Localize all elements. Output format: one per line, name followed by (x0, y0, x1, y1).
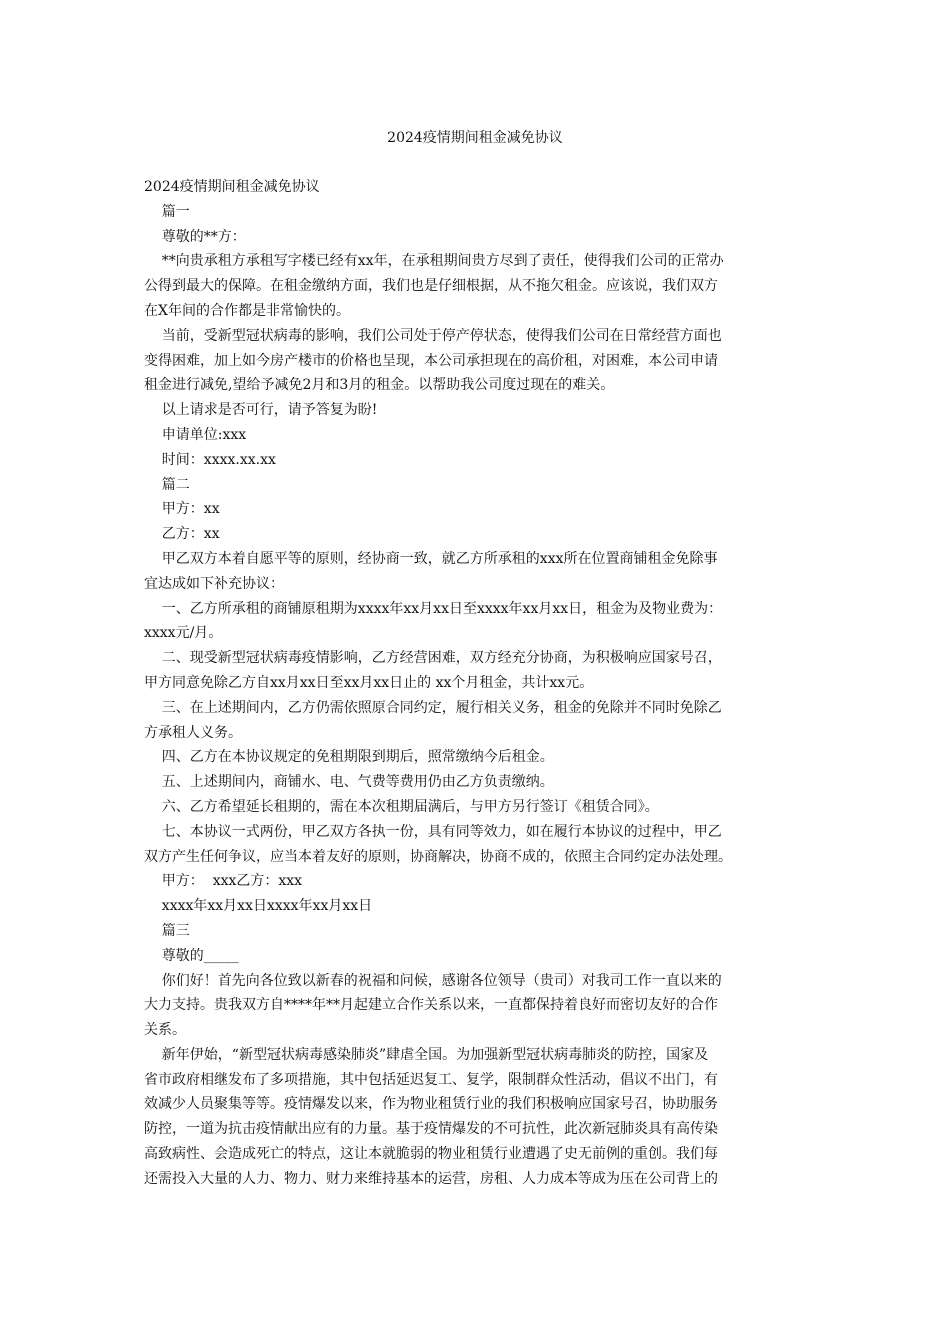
body-line: **向贵承租方承租写字楼已经有xx年，在承租期间贵方尽到了责任，使得我们公司的正常办 (144, 253, 724, 270)
body-line: 一、乙方所承租的商铺原租期为xxxx年xx月xx日至xxxx年xx月xx日，租金为及物业费为： (144, 600, 723, 617)
body-line: 尊敬的**方： (144, 228, 246, 245)
body-line: 篇二 (144, 476, 190, 493)
body-line: 新年伊始，“新型冠状病毒感染肺炎”肆虐全国。为加强新型冠状病毒肺炎的防控，国家及 (144, 1046, 709, 1063)
body-line: 高致病性、会造成死亡的特点，这让本就脆弱的物业租赁行业遭遇了史无前例的重创。我们每 (144, 1146, 718, 1163)
body-line: 时间：xxxx.xx.xx (144, 451, 276, 468)
body-line: 当前，受新型冠状病毒的影响，我们公司处于停产停状态，使得我们公司在日常经营方面也 (144, 327, 722, 344)
body-line: 变得困难，加上如今房产楼市的价格也呈现，本公司承担现在的高价租，对困难，本公司申请 (144, 352, 718, 369)
body-line: 甲方同意免除乙方自xx月xx日至xx月xx日止的 xx个月租金，共计xx元。 (144, 674, 594, 691)
body-line: 四、乙方在本协议规定的免租期限到期后，照常缴纳今后租金。 (144, 749, 554, 766)
body-line: 申请单位:xxx (144, 426, 247, 443)
body-line: 关系。 (144, 1022, 186, 1039)
body-line: 大力支持。贵我双方自****年**月起建立合作关系以来，一直都保持着良好而密切友好的合作 (144, 997, 718, 1014)
body-line: 还需投入大量的人力、物力、财力来维持基本的运营，房租、人力成本等成为压在公司背上的 (144, 1170, 718, 1187)
body-line: 甲乙双方本着自愿平等的原则，经协商一致，就乙方所承租的xxx所在位置商铺租金免除事 (144, 550, 718, 567)
body-line: 甲方： xxx乙方：xxx (144, 873, 303, 890)
body-line: 你们好！首先向各位致以新春的祝福和问候，感谢各位领导（贵司）对我司工作一直以来的 (144, 972, 722, 989)
body-line: 篇一 (144, 203, 190, 220)
body-line: 甲方：xx (144, 501, 220, 518)
body-line: 在X年间的合作都是非常愉快的。 (144, 302, 350, 319)
body-line: 防控，一道为抗击疫情献出应有的力量。基于疫情爆发的不可抗性，此次新冠肺炎具有高传染 (144, 1121, 718, 1138)
body-line: 五、上述期间内，商铺水、电、气费等费用仍由乙方负责缴纳。 (144, 774, 554, 791)
body-line: 省市政府相继发布了多项措施，其中包括延迟复工、复学，限制群众性活动，倡议不出门，有 (144, 1071, 718, 1088)
body-line: xxxx元/月。 (144, 625, 223, 642)
document-body (144, 175, 814, 1192)
body-line: 租金进行减免,望给予减免2月和3月的租金。以帮助我公司度过现在的难关。 (144, 377, 615, 394)
body-line: 六、乙方希望延长租期的，需在本次租期届满后，与甲方另行签订《租赁合同》。 (144, 798, 659, 815)
body-line: 篇三 (144, 922, 190, 939)
body-line: 宜达成如下补充协议： (144, 575, 284, 592)
body-line: 三、在上述期间内，乙方仍需依照原合同约定，履行相关义务，租金的免除并不同时免除乙 (144, 699, 722, 716)
body-line: 七、本协议一式两份，甲乙双方各执一份，具有同等效力，如在履行本协议的过程中，甲乙 (144, 823, 722, 840)
body-line: 效减少人员聚集等等。疫情爆发以来，作为物业租赁行业的我们积极响应国家号召，协助服务 (144, 1096, 718, 1113)
body-line: 尊敬的_____ (144, 947, 239, 964)
body-line: 公得到最大的保障。在租金缴纳方面，我们也是仔细根据，从不拖欠租金。应该说，我们双方 (144, 278, 718, 295)
body-line: 二、现受新型冠状病毒疫情影响，乙方经营困难，双方经充分协商，为积极响应国家号召， (144, 650, 722, 667)
body-line: 乙方：xx (144, 526, 220, 543)
document-title: 2024疫情期间租金减免协议 (387, 130, 563, 146)
body-line: xxxx年xx月xx日xxxx年xx月xx日 (144, 898, 373, 915)
body-line: 2024疫情期间租金减免协议 (144, 179, 320, 195)
body-line: 方承租人义务。 (144, 724, 242, 741)
body-line: 以上请求是否可行，请予答复为盼! (144, 402, 378, 419)
body-line: 双方产生任何争议，应当本着友好的原则，协商解决，协商不成的，依照主合同约定办法处理。 (144, 848, 732, 865)
